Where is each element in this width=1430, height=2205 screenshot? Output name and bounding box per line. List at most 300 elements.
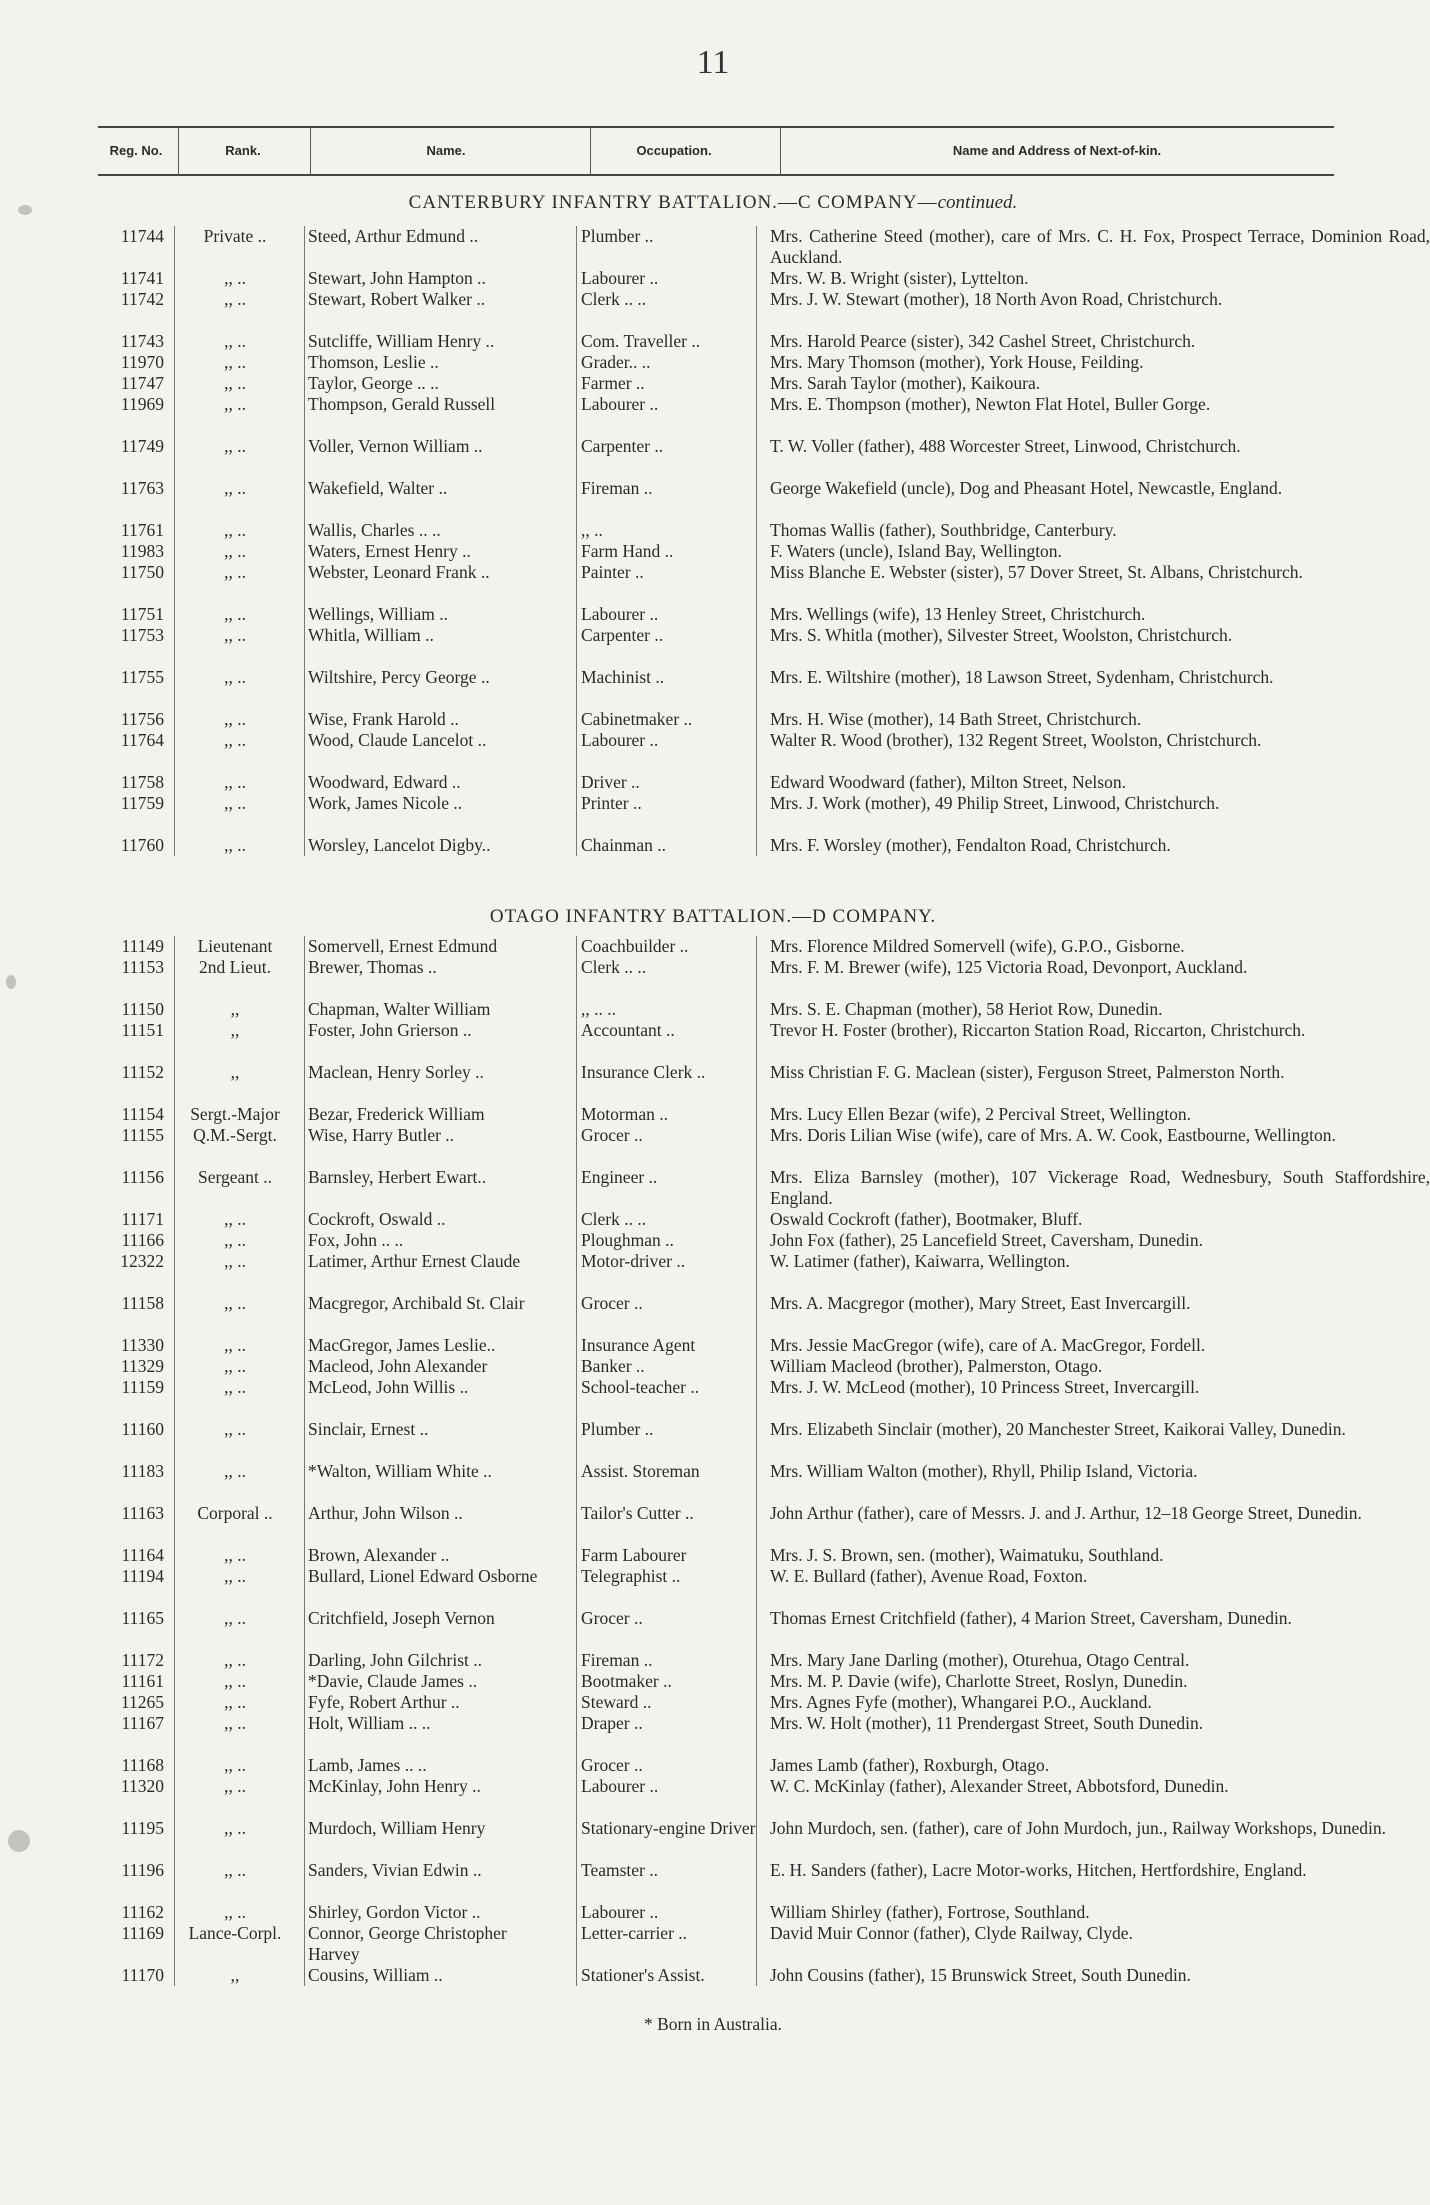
reg-no-cell: 11764 [120, 730, 164, 750]
occupation-cell: Tailor's Cutter .. [581, 1503, 694, 1523]
reg-no-cell: 11761 [120, 520, 164, 540]
table-row [98, 835, 1358, 856]
occupation-cell: Stationary-engine Driver [581, 1818, 756, 1838]
reg-no-cell: 11741 [120, 268, 164, 288]
reg-no-cell: 11196 [121, 1860, 164, 1880]
rank-cell: ,, [230, 999, 240, 1019]
next-of-kin-cell: Mrs. Lucy Ellen Bezar (wife), 2 Percival Street, Wellington. [770, 1104, 1192, 1124]
next-of-kin-cell: Mrs. F. Worsley (mother), Fendalton Road, Christchurch. [770, 835, 1171, 855]
table-row [98, 604, 1358, 625]
reg-no-cell: 11161 [121, 1671, 164, 1691]
rank-cell: ,, .. [224, 709, 246, 729]
rank-cell: ,, [230, 1020, 240, 1040]
table-row [98, 520, 1358, 541]
section-title-text: OTAGO INFANTRY BATTALION.—D COMPANY. [489, 906, 937, 927]
name-cell: Barnsley, Herbert Ewart.. [308, 1167, 487, 1187]
rank-cell: ,, .. [224, 1545, 246, 1565]
occupation-cell: Farmer .. [581, 373, 645, 393]
name-cell: Macleod, John Alexander [308, 1356, 488, 1376]
table-row [98, 1545, 1358, 1566]
reg-no-cell: 11167 [121, 1713, 164, 1733]
rank-cell: ,, .. [224, 1356, 246, 1376]
name-cell: *Walton, William White .. [308, 1461, 492, 1481]
scan-spot [6, 975, 16, 989]
occupation-cell: Grader.. .. [581, 352, 651, 372]
occupation-cell: Banker .. [581, 1356, 645, 1376]
occupation-cell: Grocer .. [581, 1293, 643, 1313]
table-row [98, 1860, 1358, 1902]
column-rule [304, 936, 305, 1986]
rank-cell: Lance-Corpl. [188, 1923, 282, 1943]
name-cell: Webster, Leonard Frank .. [308, 562, 490, 582]
next-of-kin-cell: John Arthur (father), care of Messrs. J. and J. Arthur, 12–18 George Street, Dunedin. [770, 1503, 1362, 1523]
next-of-kin-cell: Mrs. J. Work (mother), 49 Philip Street, Linwood, Christchurch. [770, 793, 1220, 813]
next-of-kin-cell: John Fox (father), 25 Lancefield Street, Caversham, Dunedin. [770, 1230, 1203, 1250]
table-row [98, 1020, 1358, 1062]
rank-cell: ,, .. [224, 793, 246, 813]
name-cell: Fyfe, Robert Arthur .. [308, 1692, 460, 1712]
reg-no-cell: 11753 [120, 625, 164, 645]
occupation-cell: Fireman .. [581, 478, 653, 498]
occupation-cell: Labourer .. [581, 394, 659, 414]
name-cell: Work, James Nicole .. [308, 793, 463, 813]
reg-no-cell: 11763 [120, 478, 164, 498]
reg-no-cell: 11743 [120, 331, 164, 351]
occupation-cell: Grocer .. [581, 1125, 643, 1145]
header-reg-no: Reg. No. [109, 143, 163, 158]
table-row [98, 1335, 1358, 1356]
column-rule [174, 936, 175, 1986]
next-of-kin-cell: Trevor H. Foster (brother), Riccarton Station Road, Riccarton, Christchurch. [770, 1020, 1306, 1040]
table-row [98, 1755, 1358, 1776]
reg-no-cell: 11151 [121, 1020, 164, 1040]
reg-no-cell: 11156 [121, 1167, 164, 1187]
rank-cell: ,, .. [224, 1566, 246, 1586]
table-row [98, 1608, 1358, 1650]
reg-no-cell: 11751 [120, 604, 164, 624]
name-cell: Thompson, Gerald Russell [308, 394, 496, 414]
reg-no-cell: 11265 [120, 1692, 164, 1712]
occupation-cell: Insurance Agent [581, 1335, 696, 1355]
reg-no-cell: 11747 [120, 373, 164, 393]
next-of-kin-cell: T. W. Voller (father), 488 Worcester Street, Linwood, Christchurch. [770, 436, 1241, 456]
name-cell: Wood, Claude Lancelot .. [308, 730, 487, 750]
name-cell: Cockroft, Oswald .. [308, 1209, 446, 1229]
rank-cell: ,, .. [224, 1650, 246, 1670]
next-of-kin-cell: Mrs. W. Holt (mother), 11 Prendergast Street, South Dunedin. [770, 1713, 1204, 1733]
reg-no-cell: 11160 [121, 1419, 164, 1439]
reg-no-cell: 11152 [121, 1062, 164, 1082]
name-cell: Stewart, Robert Walker .. [308, 289, 486, 309]
next-of-kin-cell: Mrs. J. W. McLeod (mother), 10 Princess Street, Invercargill. [770, 1377, 1200, 1397]
occupation-cell: Labourer .. [581, 730, 659, 750]
reg-no-cell: 11172 [121, 1650, 164, 1670]
name-cell: Holt, William .. .. [308, 1713, 431, 1733]
occupation-cell: Clerk .. .. [581, 957, 647, 977]
rank-cell: ,, .. [224, 1251, 246, 1271]
occupation-cell: Ploughman .. [581, 1230, 674, 1250]
table-row [98, 936, 1358, 957]
rank-cell: ,, .. [224, 394, 246, 414]
table-row [98, 1818, 1386, 1860]
name-cell: Brown, Alexander .. [308, 1545, 450, 1565]
table-row [98, 1419, 1358, 1461]
rank-cell: ,, .. [224, 541, 246, 561]
reg-no-cell: 11155 [121, 1125, 164, 1145]
name-cell: Foster, John Grierson .. [308, 1020, 472, 1040]
reg-no-cell: 11194 [121, 1566, 164, 1586]
reg-no-cell: 11163 [121, 1503, 164, 1523]
next-of-kin-cell: Mrs. A. Macgregor (mother), Mary Street, East Invercargill. [770, 1293, 1191, 1313]
occupation-cell: Driver .. [581, 772, 640, 792]
occupation-cell: Telegraphist .. [581, 1566, 681, 1586]
next-of-kin-cell: Edward Woodward (father), Milton Street, Nelson. [770, 772, 1126, 792]
rank-cell: ,, .. [224, 1818, 246, 1838]
name-cell: McKinlay, John Henry .. [308, 1776, 481, 1796]
name-cell: Connor, George Christopher Harvey [308, 1923, 507, 1964]
occupation-cell: Insurance Clerk .. [581, 1062, 706, 1082]
rank-cell: Corporal .. [197, 1503, 273, 1523]
occupation-cell: Labourer .. [581, 1776, 659, 1796]
reg-no-cell: 11169 [121, 1923, 164, 1943]
name-cell: Bezar, Frederick William [308, 1104, 485, 1124]
reg-no-cell: 11168 [121, 1755, 164, 1775]
table-row [98, 478, 1358, 520]
rank-cell: ,, .. [224, 1776, 246, 1796]
name-cell: Brewer, Thomas .. [308, 957, 437, 977]
occupation-cell: Clerk .. .. [581, 289, 647, 309]
table-row [98, 1293, 1358, 1335]
occupation-cell: Labourer .. [581, 604, 659, 624]
occupation-cell: Stationer's Assist. [581, 1965, 705, 1985]
name-cell: Steed, Arthur Edmund .. [308, 226, 479, 246]
name-cell: *Davie, Claude James .. [308, 1671, 478, 1691]
next-of-kin-cell: Miss Christian F. G. Maclean (sister), Ferguson Street, Palmerston North. [770, 1062, 1285, 1082]
reg-no-cell: 11983 [120, 541, 164, 561]
otago-rows [98, 936, 1430, 1986]
name-cell: Latimer, Arthur Ernest Claude [308, 1251, 521, 1271]
occupation-cell: Carpenter .. [581, 625, 664, 645]
table-row [98, 1650, 1358, 1671]
occupation-cell: Engineer .. [581, 1167, 658, 1187]
table-row [98, 1692, 1358, 1713]
reg-no-cell: 11758 [120, 772, 164, 792]
next-of-kin-cell: Mrs. H. Wise (mother), 14 Bath Street, Christchurch. [770, 709, 1142, 729]
occupation-cell: Clerk .. .. [581, 1209, 647, 1229]
reg-no-cell: 11171 [121, 1209, 164, 1229]
reg-no-cell: 11150 [121, 999, 164, 1019]
next-of-kin-cell: Mrs. J. W. Stewart (mother), 18 North Avon Road, Christchurch. [770, 289, 1223, 309]
table-row [98, 331, 1358, 352]
next-of-kin-cell: Mrs. F. M. Brewer (wife), 125 Victoria Road, Devonport, Auckland. [770, 957, 1248, 977]
next-of-kin-cell: Oswald Cockroft (father), Bootmaker, Bluff. [770, 1209, 1083, 1229]
rank-cell: ,, .. [224, 478, 246, 498]
occupation-cell: Motorman .. [581, 1104, 669, 1124]
rank-cell: Private .. [203, 226, 267, 246]
table-row [98, 1125, 1358, 1167]
rank-cell: Lieutenant [197, 936, 273, 956]
canterbury-rows [98, 226, 1430, 856]
rank-cell: ,, .. [224, 1860, 246, 1880]
table-row [98, 1062, 1358, 1104]
next-of-kin-cell: Mrs. Elizabeth Sinclair (mother), 20 Manchester Street, Kaikorai Valley, Dunedin. [770, 1419, 1346, 1439]
reg-no-cell: 11330 [120, 1335, 164, 1355]
next-of-kin-cell: Mrs. Catherine Steed (mother), care of Mrs. C. H. Fox, Prospect Terrace, Dominion Road, Auckland. [770, 226, 1430, 267]
next-of-kin-cell: William Macleod (brother), Palmerston, Otago. [770, 1356, 1103, 1376]
section-title-otago [0, 906, 1426, 928]
table-row [98, 1461, 1358, 1503]
name-cell: Bullard, Lionel Edward Osborne [308, 1566, 538, 1586]
occupation-cell: Steward .. [581, 1692, 652, 1712]
name-cell: Wallis, Charles .. .. [308, 520, 441, 540]
rank-cell: ,, [230, 1965, 240, 1985]
occupation-cell: Fireman .. [581, 1650, 653, 1670]
occupation-cell: Coachbuilder .. [581, 936, 689, 956]
occupation-cell: ,, .. .. [581, 999, 616, 1019]
next-of-kin-cell: Mrs. S. Whitla (mother), Silvester Street, Woolston, Christchurch. [770, 625, 1233, 645]
footnote: * Born in Australia. [643, 2014, 783, 2034]
occupation-cell: Carpenter .. [581, 436, 664, 456]
reg-no-cell: 11970 [120, 352, 164, 372]
scan-spot [18, 205, 32, 215]
reg-no-cell: 11195 [121, 1818, 164, 1838]
reg-no-cell: 11183 [121, 1461, 164, 1481]
table-row [98, 730, 1358, 772]
reg-no-cell: 11969 [120, 394, 164, 414]
name-cell: Sinclair, Ernest .. [308, 1419, 429, 1439]
occupation-cell: Accountant .. [581, 1020, 675, 1040]
name-cell: MacGregor, James Leslie.. [308, 1335, 496, 1355]
rank-cell: ,, .. [224, 1692, 246, 1712]
rank-cell: ,, .. [224, 520, 246, 540]
next-of-kin-cell: Mrs. Eliza Barnsley (mother), 107 Vickerage Road, Wednesbury, South Staffordshire, England. [770, 1167, 1430, 1208]
occupation-cell: Draper .. [581, 1713, 643, 1733]
name-cell: Sutcliffe, William Henry .. [308, 331, 495, 351]
reg-no-cell: 12322 [120, 1251, 164, 1271]
next-of-kin-cell: Mrs. Wellings (wife), 13 Henley Street, Christchurch. [770, 604, 1146, 624]
next-of-kin-cell: Mrs. Harold Pearce (sister), 342 Cashel Street, Christchurch. [770, 331, 1196, 351]
name-cell: Fox, John .. .. [308, 1230, 404, 1250]
table-row [98, 1167, 1430, 1209]
rank-cell: ,, .. [224, 1671, 246, 1691]
table-row [98, 1503, 1362, 1545]
name-cell: Thomson, Leslie .. [308, 352, 439, 372]
next-of-kin-cell: Mrs. Mary Jane Darling (mother), Oturehua, Otago Central. [770, 1650, 1190, 1670]
column-rule [756, 226, 757, 856]
rank-cell: ,, .. [224, 1293, 246, 1313]
header-rank: Rank. [225, 143, 261, 158]
occupation-cell: Chainman .. [581, 835, 667, 855]
table-row [98, 1209, 1358, 1230]
next-of-kin-cell: W. Latimer (father), Kaiwarra, Wellington. [770, 1251, 1070, 1271]
reg-no-cell: 11162 [121, 1902, 164, 1922]
table-row [98, 1776, 1358, 1818]
scan-spot [8, 1830, 30, 1852]
occupation-cell: Motor-driver .. [581, 1251, 686, 1271]
occupation-cell: Teamster .. [581, 1860, 659, 1880]
reg-no-cell: 11159 [121, 1377, 164, 1397]
table-row [98, 772, 1358, 793]
occupation-cell: Labourer .. [581, 1902, 659, 1922]
next-of-kin-cell: Mrs. Sarah Taylor (mother), Kaikoura. [770, 373, 1041, 393]
occupation-cell: ,, .. [581, 520, 603, 540]
table-row [98, 625, 1358, 667]
name-cell: Whitla, William .. [308, 625, 434, 645]
next-of-kin-cell: Walter R. Wood (brother), 132 Regent Street, Woolston, Christchurch. [770, 730, 1262, 750]
occupation-cell: Farm Hand .. [581, 541, 674, 561]
reg-no-cell: 11166 [121, 1230, 164, 1250]
name-cell: Waters, Ernest Henry .. [308, 541, 471, 561]
occupation-cell: Bootmaker .. [581, 1671, 672, 1691]
next-of-kin-cell: W. C. McKinlay (father), Alexander Street, Abbotsford, Dunedin. [770, 1776, 1229, 1796]
reg-no-cell: 11153 [121, 957, 164, 977]
table-row [98, 1566, 1358, 1608]
table-row [98, 1713, 1358, 1755]
page-number: 11 [696, 44, 730, 81]
occupation-cell: Plumber .. [581, 226, 654, 246]
occupation-cell: Grocer .. [581, 1755, 643, 1775]
rank-cell: ,, .. [224, 331, 246, 351]
next-of-kin-cell: George Wakefield (uncle), Dog and Pheasant Hotel, Newcastle, England. [770, 478, 1283, 498]
occupation-cell: Farm Labourer [581, 1545, 687, 1565]
table-row [98, 1965, 1358, 1986]
occupation-cell: Machinist .. [581, 667, 665, 687]
next-of-kin-cell: David Muir Connor (father), Clyde Railway, Clyde. [770, 1923, 1133, 1943]
rank-cell: ,, .. [224, 604, 246, 624]
rank-cell: ,, .. [224, 373, 246, 393]
next-of-kin-cell: Mrs. Mary Thomson (mother), York House, Feilding. [770, 352, 1144, 372]
rank-cell: ,, .. [224, 1608, 246, 1628]
header-next-of-kin: Name and Address of Next-of-kin. [952, 143, 1162, 158]
rank-cell: ,, .. [224, 1335, 246, 1355]
rank-cell: ,, .. [224, 625, 246, 645]
rank-cell: ,, .. [224, 289, 246, 309]
next-of-kin-cell: Mrs. William Walton (mother), Rhyll, Philip Island, Victoria. [770, 1461, 1198, 1481]
reg-no-cell: 11320 [120, 1776, 164, 1796]
next-of-kin-cell: Mrs. Doris Lilian Wise (wife), care of Mrs. A. W. Cook, Eastbourne, Wellington. [770, 1125, 1336, 1145]
rank-cell: ,, .. [224, 1377, 246, 1397]
reg-no-cell: 11755 [120, 667, 164, 687]
rank-cell: Sergt.-Major [190, 1104, 280, 1124]
next-of-kin-cell: Mrs. S. E. Chapman (mother), 58 Heriot Row, Dunedin. [770, 999, 1163, 1019]
next-of-kin-cell: Miss Blanche E. Webster (sister), 57 Dover Street, St. Albans, Christchurch. [770, 562, 1303, 582]
table-row [98, 1923, 1358, 1965]
next-of-kin-cell: William Shirley (father), Fortrose, Southland. [770, 1902, 1090, 1922]
column-rule [576, 936, 577, 1986]
occupation-cell: Cabinetmaker .. [581, 709, 693, 729]
reg-no-cell: 11750 [120, 562, 164, 582]
rank-cell: ,, .. [224, 772, 246, 792]
header-occupation: Occupation. [636, 143, 712, 158]
name-cell: Lamb, James .. .. [308, 1755, 427, 1775]
reg-no-cell: 11760 [120, 835, 164, 855]
table-row [98, 373, 1358, 394]
name-cell: Macgregor, Archibald St. Clair [308, 1293, 525, 1313]
rank-cell: ,, .. [224, 352, 246, 372]
occupation-cell: Painter .. [581, 562, 644, 582]
occupation-cell: Grocer .. [581, 1608, 643, 1628]
table-row [98, 1104, 1358, 1125]
next-of-kin-cell: Mrs. E. Thompson (mother), Newton Flat Hotel, Buller Gorge. [770, 394, 1211, 414]
reg-no-cell: 11154 [121, 1104, 164, 1124]
name-cell: Wellings, William .. [308, 604, 448, 624]
section-title-text: CANTERBURY INFANTRY BATTALION.—C COMPANY— [408, 192, 938, 213]
rank-cell: Q.M.-Sergt. [193, 1125, 277, 1145]
occupation-cell: Assist. Storeman [581, 1461, 700, 1481]
name-cell: Taylor, George .. .. [308, 373, 439, 393]
table-row [98, 709, 1358, 730]
rank-cell: ,, .. [224, 1713, 246, 1733]
name-cell: Worsley, Lancelot Digby.. [308, 835, 491, 855]
table-row [98, 562, 1358, 604]
table-row [98, 1377, 1358, 1419]
rank-cell: ,, [230, 1062, 240, 1082]
table-row [98, 667, 1358, 709]
reg-no-cell: 11759 [120, 793, 164, 813]
next-of-kin-cell: Thomas Ernest Critchfield (father), 4 Marion Street, Caversham, Dunedin. [770, 1608, 1292, 1628]
rank-cell: ,, .. [224, 1902, 246, 1922]
reg-no-cell: 11744 [120, 226, 164, 246]
next-of-kin-cell: Mrs. J. S. Brown, sen. (mother), Waimatuku, Southland. [770, 1545, 1164, 1565]
table-row [98, 1671, 1358, 1692]
table-row [98, 793, 1358, 835]
name-cell: Maclean, Henry Sorley .. [308, 1062, 484, 1082]
table-row [98, 1230, 1358, 1251]
reg-no-cell: 11149 [121, 936, 164, 956]
next-of-kin-cell: Mrs. E. Wiltshire (mother), 18 Lawson Street, Sydenham, Christchurch. [770, 667, 1274, 687]
rank-cell: ,, .. [224, 436, 246, 456]
name-cell: Shirley, Gordon Victor .. [308, 1902, 481, 1922]
column-rule [756, 936, 757, 1986]
table-row [98, 394, 1358, 436]
reg-no-cell: 11170 [121, 1965, 164, 1985]
name-cell: Somervell, Ernest Edmund [308, 936, 498, 956]
name-cell: McLeod, John Willis .. [308, 1377, 469, 1397]
rank-cell: ,, .. [224, 1419, 246, 1439]
table-header [98, 126, 1334, 176]
next-of-kin-cell: Mrs. Florence Mildred Somervell (wife), G.P.O., Gisborne. [770, 936, 1185, 956]
rank-cell: ,, .. [224, 730, 246, 750]
next-of-kin-cell: W. E. Bullard (father), Avenue Road, Foxton. [770, 1566, 1088, 1586]
name-cell: Stewart, John Hampton .. [308, 268, 486, 288]
name-cell: Chapman, Walter William [308, 999, 491, 1019]
table-row [98, 436, 1358, 478]
name-cell: Critchfield, Joseph Vernon [308, 1608, 495, 1628]
rank-cell: ,, .. [224, 835, 246, 855]
reg-no-cell: 11756 [120, 709, 164, 729]
header-name: Name. [426, 143, 466, 158]
next-of-kin-cell: James Lamb (father), Roxburgh, Otago. [770, 1755, 1050, 1775]
occupation-cell: School-teacher .. [581, 1377, 700, 1397]
occupation-cell: Com. Traveller .. [581, 331, 701, 351]
next-of-kin-cell: Mrs. Agnes Fyfe (mother), Whangarei P.O., Auckland. [770, 1692, 1152, 1712]
occupation-cell: Letter-carrier .. [581, 1923, 688, 1943]
section-title-canterbury [0, 192, 1426, 214]
next-of-kin-cell: John Cousins (father), 15 Brunswick Street, South Dunedin. [770, 1965, 1191, 1985]
column-rule [304, 226, 305, 856]
table-row [98, 541, 1358, 562]
rank-cell: ,, .. [224, 1461, 246, 1481]
name-cell: Wakefield, Walter .. [308, 478, 448, 498]
next-of-kin-cell: Mrs. W. B. Wright (sister), Lyttelton. [770, 268, 1029, 288]
name-cell: Murdoch, William Henry [308, 1818, 486, 1838]
table-row [98, 999, 1358, 1020]
name-cell: Arthur, John Wilson .. [308, 1503, 463, 1523]
next-of-kin-cell: E. H. Sanders (father), Lacre Motor-works, Hitchen, Hertfordshire, England. [770, 1860, 1307, 1880]
occupation-cell: Plumber .. [581, 1419, 654, 1439]
occupation-cell: Printer .. [581, 793, 642, 813]
rank-cell: Sergeant .. [197, 1167, 273, 1187]
